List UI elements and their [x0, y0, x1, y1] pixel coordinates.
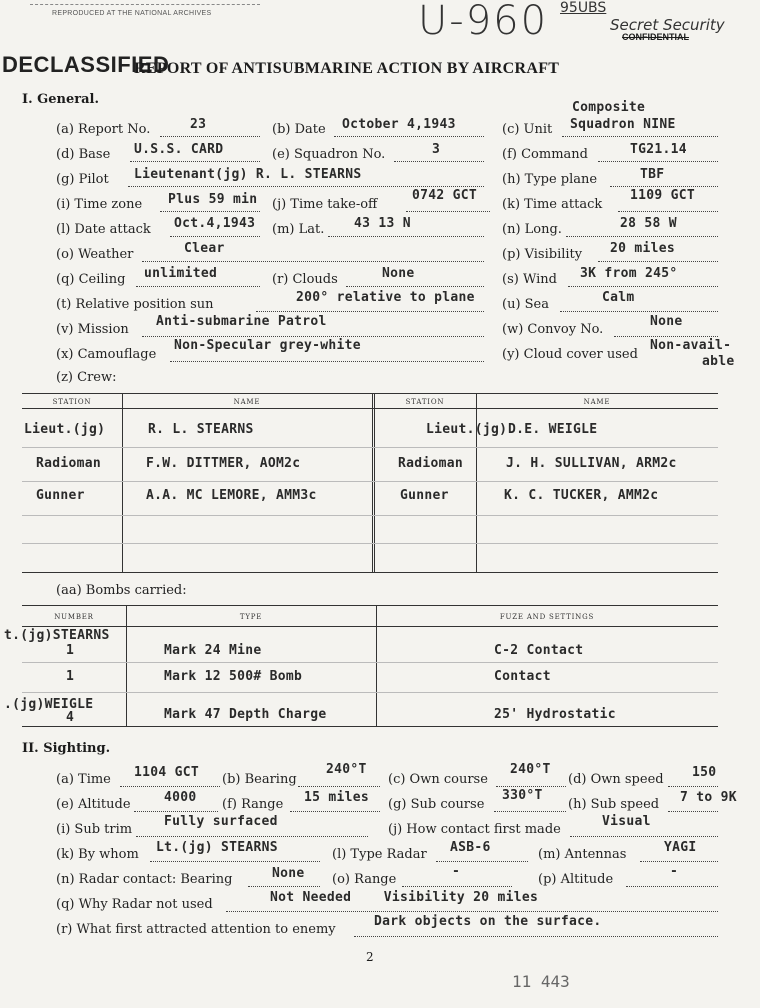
bomb-number: 1 [66, 669, 75, 684]
bombs-label: (aa) Bombs carried: [56, 583, 187, 598]
contact-made-label: (j) How contact first made [388, 822, 561, 837]
squadron-no-label: (e) Squadron No. [272, 147, 386, 162]
page-number: 2 [366, 950, 374, 964]
time-attack-value: 1109 GCT [630, 188, 696, 203]
general-heading: I. General. [22, 92, 99, 107]
bomb-fuze: Contact [494, 669, 551, 684]
crew-cell: Gunner [400, 488, 449, 503]
time-zone-value: Plus 59 min [168, 192, 258, 207]
by-whom-value: Lt.(jg) STEARNS [156, 840, 278, 855]
cloud-cover-value-line1: Non-avail- [650, 338, 732, 353]
by-whom-label: (k) By whom [56, 847, 139, 862]
bomb-fuze: 25' Hydrostatic [494, 707, 616, 722]
clouds-label: (r) Clouds [272, 272, 338, 287]
visibility-value: 20 miles [610, 241, 676, 256]
crew-cell: R. L. STEARNS [148, 422, 254, 437]
visibility-label: (p) Visibility [502, 247, 583, 262]
bearing-label: (b) Bearing [222, 772, 297, 787]
sight-time-value: 1104 GCT [134, 765, 200, 780]
sub-course-label: (g) Sub course [388, 797, 485, 812]
bomb-type: Mark 24 Mine [164, 643, 262, 658]
radar-range-value: - [452, 864, 461, 879]
own-speed-value: 150 [692, 765, 717, 780]
date-value: October 4,1943 [342, 117, 456, 132]
crew-cell: Lieut.(jg) [24, 422, 106, 437]
bottom-code: 11 443 [512, 972, 570, 991]
antennas-label: (m) Antennas [538, 847, 627, 862]
date-label: (b) Date [272, 122, 326, 137]
crew-cell: D.E. WEIGLE [508, 422, 598, 437]
bomb-number: 4 [66, 710, 75, 725]
time-takeoff-label: (j) Time take-off [272, 197, 378, 212]
crew-label: (z) Crew: [56, 370, 117, 385]
own-course-label: (c) Own course [388, 772, 488, 787]
base-label: (d) Base [56, 147, 111, 162]
crew-cell: A.A. MC LEMORE, AMM3c [146, 488, 317, 503]
crew-cell: F.W. DITTMER, AOM2c [146, 456, 301, 471]
sub-course-value: 330°T [502, 788, 543, 803]
report-no-value: 23 [190, 117, 207, 132]
pilot-value: Lieutenant(jg) R. L. STEARNS [134, 167, 362, 182]
own-course-value: 240°T [510, 762, 551, 777]
first-attracted-label: (r) What first attracted attention to enemy [56, 922, 336, 937]
bomb-number-note: .(jg)WEIGLE [4, 697, 94, 712]
rel-sun-value: 200° relative to plane [296, 290, 475, 305]
unit-value-line1: Composite [572, 100, 646, 115]
time-takeoff-value: 0742 GCT [412, 188, 478, 203]
altitude-label: (e) Altitude [56, 797, 131, 812]
date-attack-label: (l) Date attack [56, 222, 151, 237]
crew-header-name-2: NAME [583, 398, 611, 406]
sub-speed-value: 7 to 9K [680, 790, 737, 805]
wind-label: (s) Wind [502, 272, 557, 287]
crew-cell: Radioman [398, 456, 464, 471]
crew-cell: Radioman [36, 456, 102, 471]
mission-value: Anti-submarine Patrol [156, 314, 327, 329]
radar-bearing-value: None [272, 866, 305, 881]
bomb-type: Mark 47 Depth Charge [164, 707, 327, 722]
document-code: U-960 [418, 0, 549, 44]
crew-cell: Gunner [36, 488, 85, 503]
range-label: (f) Range [222, 797, 284, 812]
cloud-cover-label: (y) Cloud cover used [502, 347, 638, 362]
archives-stamp-rule [30, 4, 260, 5]
bomb-fuze: C-2 Contact [494, 643, 584, 658]
crew-header-station-2: STATION [405, 398, 445, 406]
sea-label: (u) Sea [502, 297, 549, 312]
radar-altitude-label: (p) Altitude [538, 872, 614, 887]
why-no-radar-label: (q) Why Radar not used [56, 897, 213, 912]
contact-made-value: Visual [602, 814, 651, 829]
convoy-no-label: (w) Convoy No. [502, 322, 604, 337]
crew-header-station-1: STATION [52, 398, 92, 406]
radar-altitude-value: - [670, 864, 679, 879]
bearing-value: 240°T [326, 762, 367, 777]
long-label: (n) Long. [502, 222, 562, 237]
bombs-header-fuze: FUZE AND SETTINGS [499, 613, 595, 621]
weather-value: Clear [184, 241, 225, 256]
mission-label: (v) Mission [56, 322, 129, 337]
bomb-type: Mark 12 500# Bomb [164, 669, 303, 684]
base-value: U.S.S. CARD [134, 142, 224, 157]
bombs-header-type: TYPE [239, 613, 263, 621]
confidential-stamp: CONFIDENTIAL [622, 32, 689, 42]
sub-trim-value: Fully surfaced [164, 814, 278, 829]
sub-trim-label: (i) Sub trim [56, 822, 133, 837]
camouflage-value: Non-Specular grey-white [174, 338, 361, 353]
bomb-number-note: t.(jg)STEARNS [4, 628, 110, 643]
radar-range-label: (o) Range [332, 872, 397, 887]
ceiling-label: (q) Ceiling [56, 272, 126, 287]
command-value: TG21.14 [630, 142, 687, 157]
archives-stamp: REPRODUCED AT THE NATIONAL ARCHIVES [52, 10, 212, 17]
security-stamp: Secret Security [610, 16, 725, 34]
ceiling-value: unlimited [144, 266, 218, 281]
crew-cell: J. H. SULLIVAN, ARM2c [506, 456, 677, 471]
crew-cell: Lieut.(jg) [426, 422, 508, 437]
time-zone-label: (i) Time zone [56, 197, 143, 212]
unit-value-line2: Squadron NINE [570, 117, 676, 132]
clouds-value: None [382, 266, 415, 281]
bomb-number: 1 [66, 643, 75, 658]
antennas-value: YAGI [664, 840, 697, 855]
sighting-heading: II. Sighting. [22, 741, 111, 756]
time-attack-label: (k) Time attack [502, 197, 603, 212]
sub-speed-label: (h) Sub speed [568, 797, 660, 812]
reference-code: 95UBS [560, 0, 607, 16]
weather-label: (o) Weather [56, 247, 134, 262]
radar-bearing-label: (n) Radar contact: Bearing [56, 872, 233, 887]
crew-cell: K. C. TUCKER, AMM2c [504, 488, 659, 503]
bombs-header-number: NUMBER [54, 613, 94, 621]
lat-label: (m) Lat. [272, 222, 325, 237]
type-plane-label: (h) Type plane [502, 172, 598, 187]
crew-header-name-1: NAME [233, 398, 261, 406]
camouflage-label: (x) Camouflage [56, 347, 157, 362]
type-radar-value: ASB-6 [450, 840, 491, 855]
date-attack-value: Oct.4,1943 [174, 216, 256, 231]
sea-value: Calm [602, 290, 635, 305]
why-no-radar-value: Not Needed Visibility 20 miles [270, 890, 539, 905]
sight-time-label: (a) Time [56, 772, 111, 787]
convoy-no-value: None [650, 314, 683, 329]
squadron-no-value: 3 [432, 142, 441, 157]
lat-value: 43 13 N [354, 216, 411, 231]
first-attracted-value: Dark objects on the surface. [374, 914, 602, 929]
type-radar-label: (l) Type Radar [332, 847, 427, 862]
altitude-value: 4000 [164, 790, 197, 805]
report-no-label: (a) Report No. [56, 122, 151, 137]
long-value: 28 58 W [620, 216, 677, 231]
declassified-stamp: DECLASSIFIED [2, 52, 170, 77]
command-label: (f) Command [502, 147, 588, 162]
report-title: REPORT OF ANTISUBMARINE ACTION BY AIRCRAFT [134, 60, 560, 77]
own-speed-label: (d) Own speed [568, 772, 664, 787]
unit-label: (c) Unit [502, 122, 553, 137]
cloud-cover-value-line2: able [702, 354, 735, 369]
type-plane-value: TBF [640, 167, 665, 182]
pilot-label: (g) Pilot [56, 172, 109, 187]
wind-value: 3K from 245° [580, 266, 678, 281]
range-value: 15 miles [304, 790, 370, 805]
rel-sun-label: (t) Relative position sun [56, 297, 214, 312]
